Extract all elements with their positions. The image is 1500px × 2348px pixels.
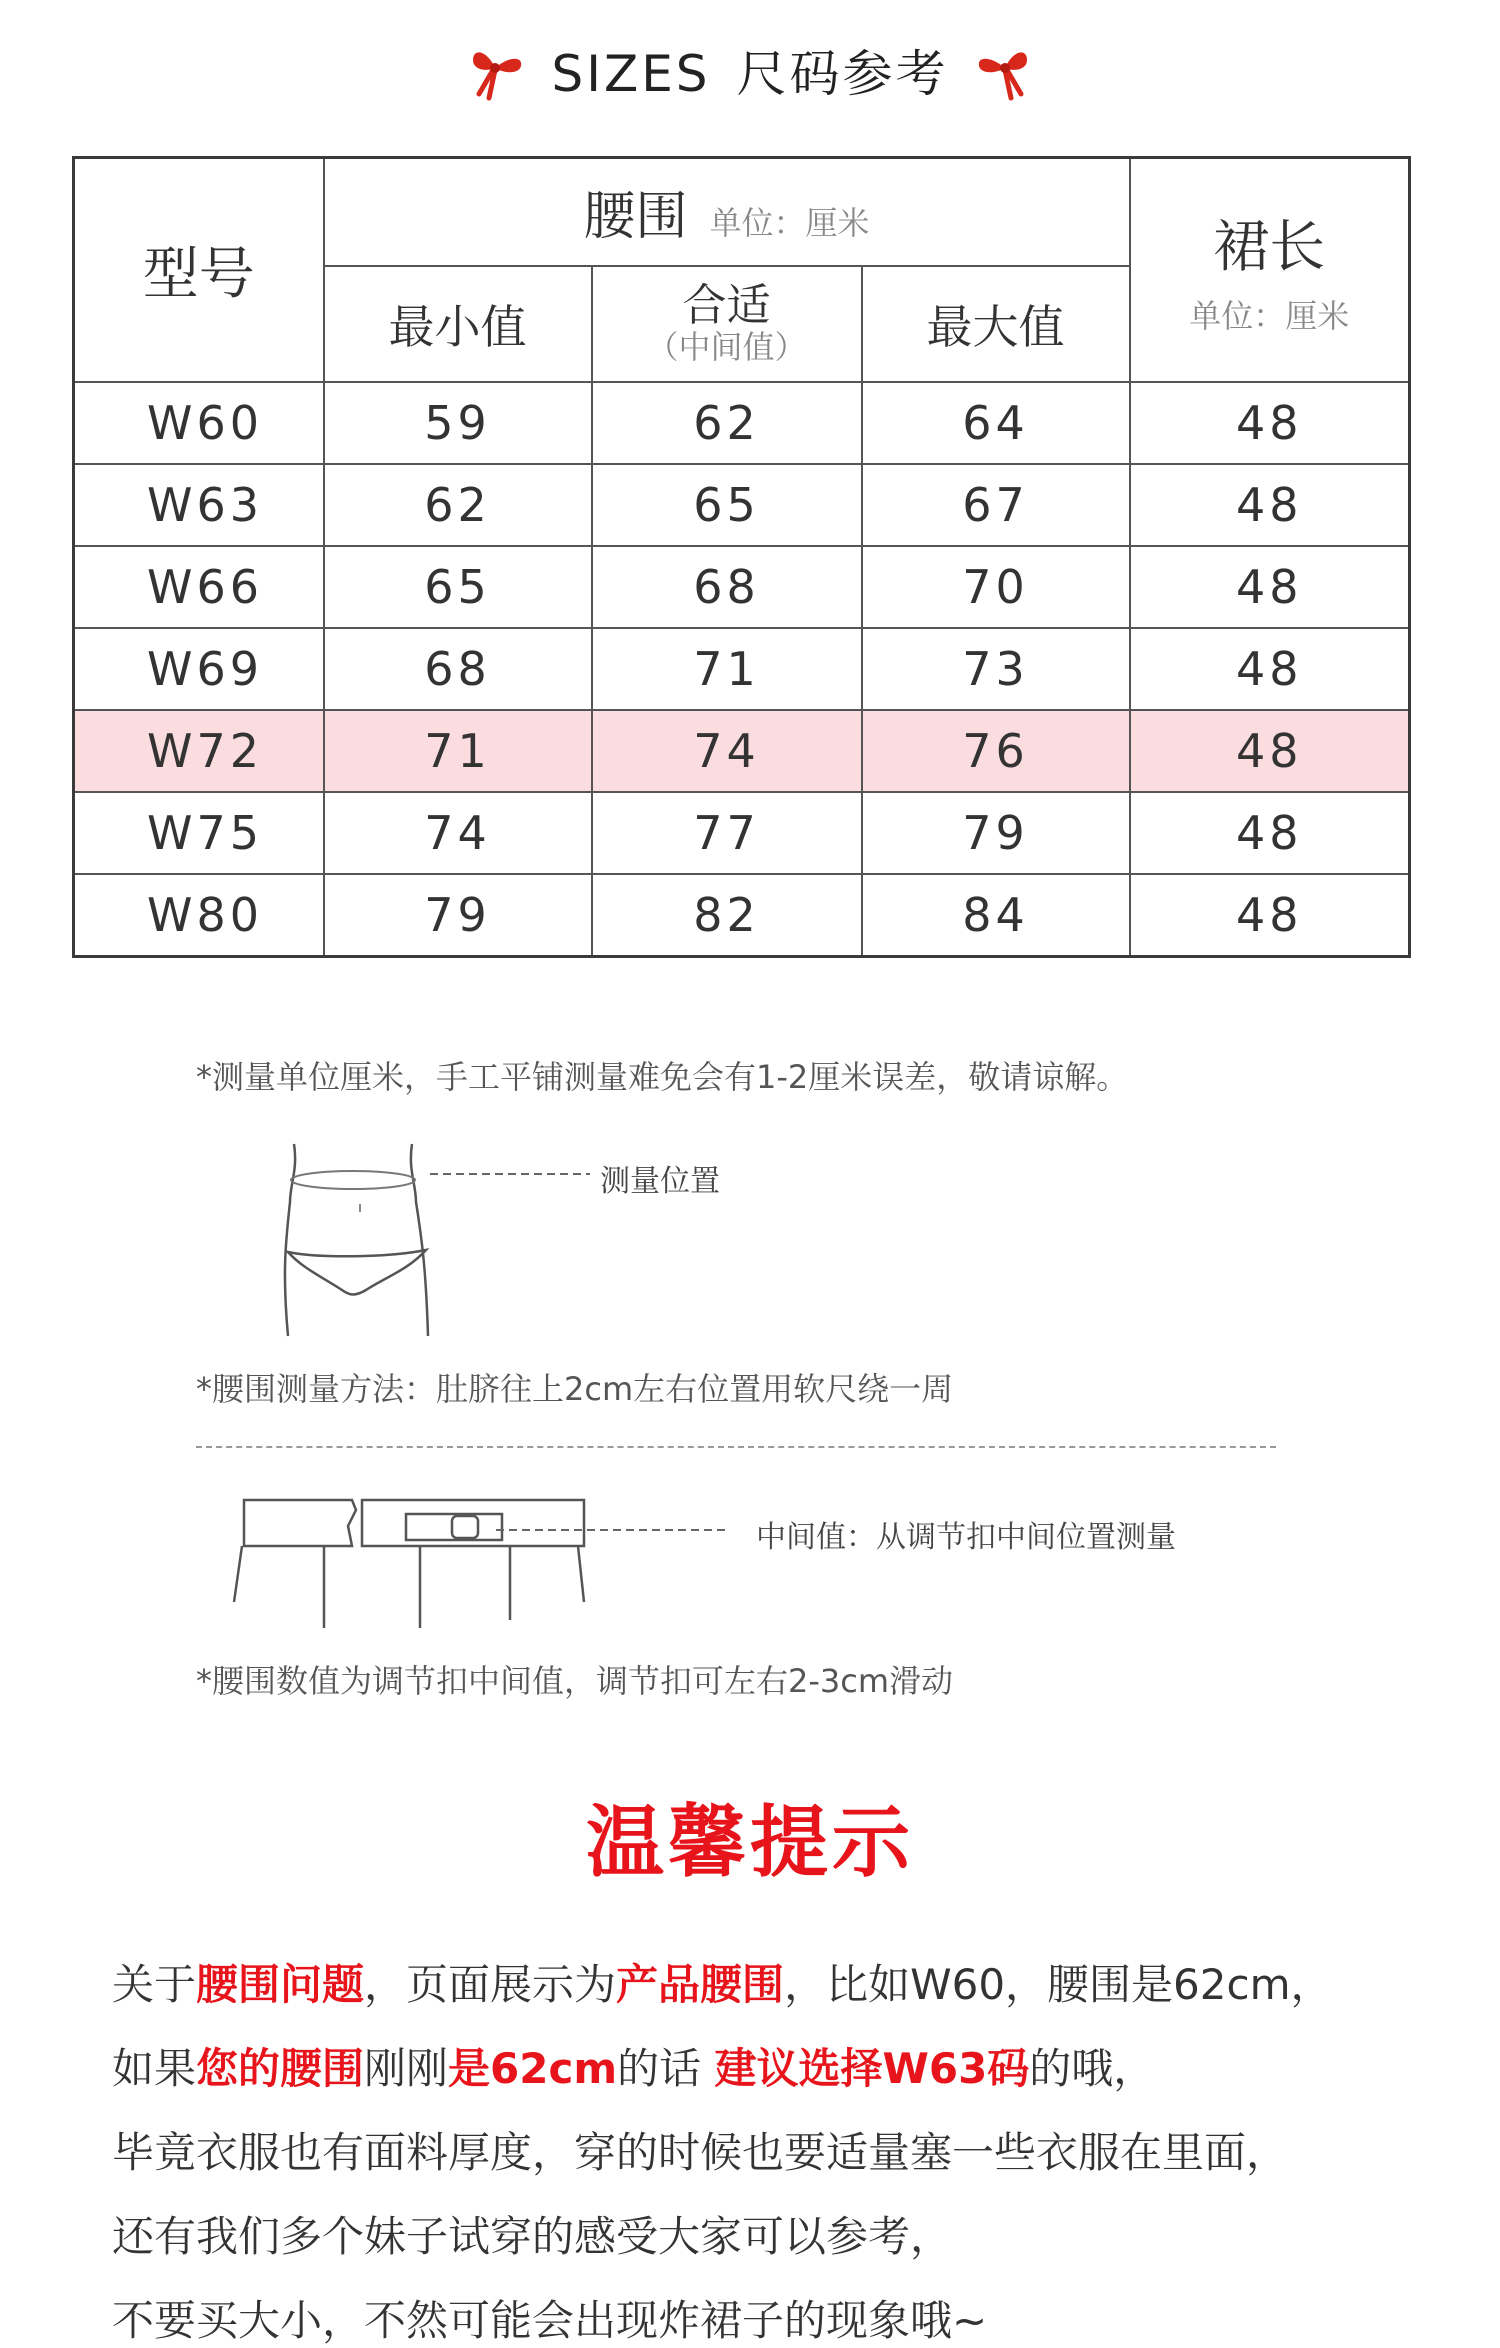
header-model: 型号 bbox=[74, 158, 324, 382]
bow-icon bbox=[465, 38, 529, 102]
measure-note: *测量单位厘米，手工平铺测量难免会有1-2厘米误差，敬请谅解。 bbox=[196, 1058, 1129, 1096]
cell-model: W60 bbox=[74, 382, 324, 464]
cell-min: 71 bbox=[324, 710, 592, 792]
cell-length: 48 bbox=[1130, 546, 1410, 628]
cell-fit: 65 bbox=[592, 464, 862, 546]
header-title: SIZES 尺码参考 bbox=[551, 45, 949, 103]
header-skirt-length: 裙长 单位：厘米 bbox=[1130, 158, 1410, 382]
tip-line-4: 还有我们多个妹子试穿的感受大家可以参考， bbox=[112, 2212, 953, 2261]
table-row bbox=[74, 874, 1410, 957]
header-min: 最小值 bbox=[324, 266, 592, 382]
cell-max: 84 bbox=[862, 874, 1130, 957]
cell-length: 48 bbox=[1130, 628, 1410, 710]
table-row-highlighted bbox=[74, 710, 1410, 792]
waist-unit: 单位：厘米 bbox=[709, 204, 870, 243]
cell-max: 79 bbox=[862, 792, 1130, 874]
waistband-buckle-illustration bbox=[232, 1490, 592, 1630]
dashed-pointer bbox=[430, 1170, 590, 1178]
cell-length: 48 bbox=[1130, 464, 1410, 546]
tip-line-1: 关于腰围问题，页面展示为产品腰围，比如W60，腰围是62cm， bbox=[112, 1960, 1333, 2009]
size-table bbox=[72, 156, 1411, 958]
cell-model: W66 bbox=[74, 546, 324, 628]
dashed-pointer bbox=[496, 1526, 726, 1534]
table-row bbox=[74, 546, 1410, 628]
cell-min: 65 bbox=[324, 546, 592, 628]
cell-model: W75 bbox=[74, 792, 324, 874]
cell-length: 48 bbox=[1130, 792, 1410, 874]
cell-max: 64 bbox=[862, 382, 1130, 464]
cell-min: 62 bbox=[324, 464, 592, 546]
cell-fit: 77 bbox=[592, 792, 862, 874]
position-label: 测量位置 bbox=[600, 1164, 720, 1199]
header-max: 最大值 bbox=[862, 266, 1130, 382]
buckle-note: *腰围数值为调节扣中间值，调节扣可左右2-3cm滑动 bbox=[196, 1662, 954, 1700]
bow-icon bbox=[971, 38, 1035, 102]
cell-model: W72 bbox=[74, 710, 324, 792]
cell-fit: 68 bbox=[592, 546, 862, 628]
cell-max: 70 bbox=[862, 546, 1130, 628]
tips-title: 温馨提示 bbox=[585, 1798, 914, 1888]
mid-value-label: 中间值：从调节扣中间位置测量 bbox=[756, 1520, 1176, 1555]
waist-method-note: *腰围测量方法：肚脐往上2cm左右位置用软尺绕一周 bbox=[196, 1370, 954, 1408]
cell-model: W80 bbox=[74, 874, 324, 957]
cell-max: 76 bbox=[862, 710, 1130, 792]
header-waist: 腰围 单位：厘米 bbox=[324, 158, 1130, 266]
table-row bbox=[74, 792, 1410, 874]
waist-figure-illustration bbox=[276, 1140, 456, 1340]
cell-model: W63 bbox=[74, 464, 324, 546]
cell-min: 74 bbox=[324, 792, 592, 874]
cell-max: 67 bbox=[862, 464, 1130, 546]
cell-fit: 74 bbox=[592, 710, 862, 792]
section-header bbox=[0, 30, 1500, 110]
cell-model: W69 bbox=[74, 628, 324, 710]
cell-length: 48 bbox=[1130, 874, 1410, 957]
tip-line-3: 毕竟衣服也有面料厚度，穿的时候也要适量塞一些衣服在里面， bbox=[112, 2128, 1289, 2177]
table-row bbox=[74, 628, 1410, 710]
table-row bbox=[74, 464, 1410, 546]
cell-length: 48 bbox=[1130, 710, 1410, 792]
cell-min: 59 bbox=[324, 382, 592, 464]
tip-line-5: 不要买大小，不然可能会出现炸裙子的现象哦~ bbox=[112, 2296, 988, 2345]
cell-fit: 71 bbox=[592, 628, 862, 710]
cell-length: 48 bbox=[1130, 382, 1410, 464]
cell-fit: 82 bbox=[592, 874, 862, 957]
divider bbox=[196, 1446, 1276, 1448]
cell-min: 68 bbox=[324, 628, 592, 710]
cell-max: 73 bbox=[862, 628, 1130, 710]
cell-min: 79 bbox=[324, 874, 592, 957]
skirt-unit: 单位：厘米 bbox=[1189, 296, 1350, 335]
table-row bbox=[74, 382, 1410, 464]
tip-line-2: 如果您的腰围刚刚是62cm的话 建议选择W63码的哦， bbox=[112, 2044, 1156, 2093]
header-fit: 合适 （中间值） bbox=[592, 266, 862, 382]
cell-fit: 62 bbox=[592, 382, 862, 464]
